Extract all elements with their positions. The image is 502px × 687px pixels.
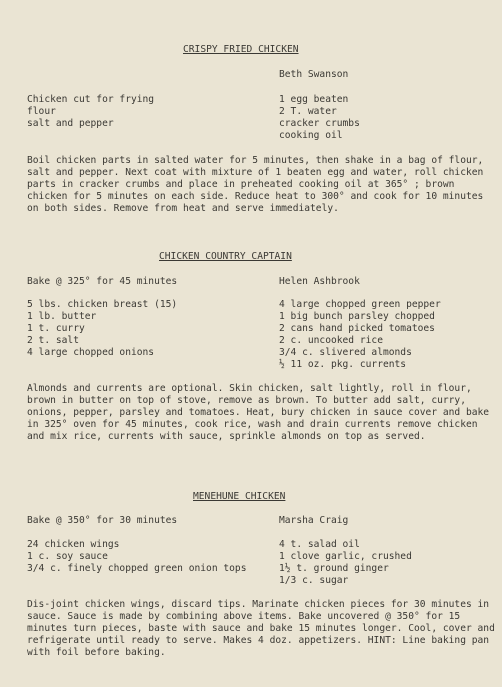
recipe-3-ingredient-right-4: 1/3 c. sugar	[279, 575, 349, 586]
recipe-1-title: CRISPY FRIED CHICKEN	[183, 44, 299, 55]
recipe-2-ingredient-right-5: 3/4 c. slivered almonds	[279, 347, 412, 358]
recipe-2-instructions: Almonds and currents are optional. Skin chicken, salt lightly, roll in flour, brown in butter on top of stove, remove as brown. To butter add salt, curry, onions, pepper, parsley and tomatoes. Heat, bury chicken in sauce cover and bake in 325° oven for 45 minutes, cook rice, wash and drain currents remove chicken and mix rice, currents with sauce, sprinkle almonds on top as served.	[27, 383, 490, 442]
recipe-1-ingredient-right-2: 2 T. water	[279, 106, 337, 117]
recipe-2-ingredient-left-3: 1 t. curry	[27, 323, 85, 334]
recipe-3-instructions: Dis-joint chicken wings, discard tips. Marinate chicken pieces for 30 minutes in sauce. Sauce is made by combining above items. Bake uncovered @ 350° for 15 minutes turn pieces, baste with sauce and bake 15 minutes longer. Cool, cover and refrigerate until ready to serve. Makes 4 doz. appetizers. HINT: Line baking pan with foil before baking.	[27, 599, 495, 658]
recipe-1-ingredient-right-4: cooking oil	[279, 130, 343, 141]
recipe-3-ingredient-right-3: 1½ t. ground ginger	[279, 563, 389, 574]
recipe-2-ingredient-left-1: 5 lbs. chicken breast (15)	[27, 299, 178, 310]
recipe-3-title: MENEHUNE CHICKEN	[193, 491, 286, 502]
recipe-1-ingredient-left-1: Chicken cut for frying	[27, 94, 155, 105]
recipe-1-instructions: Boil chicken parts in salted water for 5 minutes, then shake in a bag of flour, salt and pepper. Next coat with mixture of 1 beaten egg and water, roll chicken parts in cracker crumbs and place in preheated cooking oil at 365° ; brown chicken for 5 minutes on each side. Reduce heat to 300° and cook for 10 minutes on both sides. Remove from heat and serve immediately.	[27, 155, 484, 214]
recipe-1-ingredient-right-1: 1 egg beaten	[279, 94, 349, 105]
recipe-2-ingredient-left-4: 2 t. salt	[27, 335, 79, 346]
recipe-2-ingredient-right-3: 2 cans hand picked tomatoes	[279, 323, 435, 334]
recipe-3-ingredient-left-2: 1 c. soy sauce	[27, 551, 108, 562]
recipe-3-ingredient-right-1: 4 t. salad oil	[279, 539, 360, 550]
recipe-1-ingredient-right-3: cracker crumbs	[279, 118, 360, 129]
recipe-3-bake: Bake @ 350° for 30 minutes	[27, 515, 178, 526]
recipe-1-ingredient-left-3: salt and pepper	[27, 118, 114, 129]
recipe-2-ingredient-right-1: 4 large chopped green pepper	[279, 299, 441, 310]
recipe-1-ingredient-left-2: flour	[27, 106, 56, 117]
recipe-2-ingredient-right-2: 1 big bunch parsley chopped	[279, 311, 435, 322]
recipe-3-ingredient-right-2: 1 clove garlic, crushed	[279, 551, 412, 562]
recipe-2-bake: Bake @ 325° for 45 minutes	[27, 276, 178, 287]
recipe-2-author: Helen Ashbrook	[279, 276, 360, 287]
recipe-2-ingredient-left-2: 1 lb. butter	[27, 311, 97, 322]
recipe-1-author: Beth Swanson	[279, 69, 349, 80]
recipe-2-ingredient-right-4: 2 c. uncooked rice	[279, 335, 383, 346]
recipe-3-ingredient-left-1: 24 chicken wings	[27, 539, 120, 550]
recipe-2-ingredient-right-6: ½ 11 oz. pkg. currents	[279, 359, 407, 370]
recipe-2-title: CHICKEN COUNTRY CAPTAIN	[159, 251, 292, 262]
recipe-2-ingredient-left-5: 4 large chopped onions	[27, 347, 155, 358]
recipe-3-author: Marsha Craig	[279, 515, 349, 526]
recipe-3-ingredient-left-3: 3/4 c. finely chopped green onion tops	[27, 563, 247, 574]
